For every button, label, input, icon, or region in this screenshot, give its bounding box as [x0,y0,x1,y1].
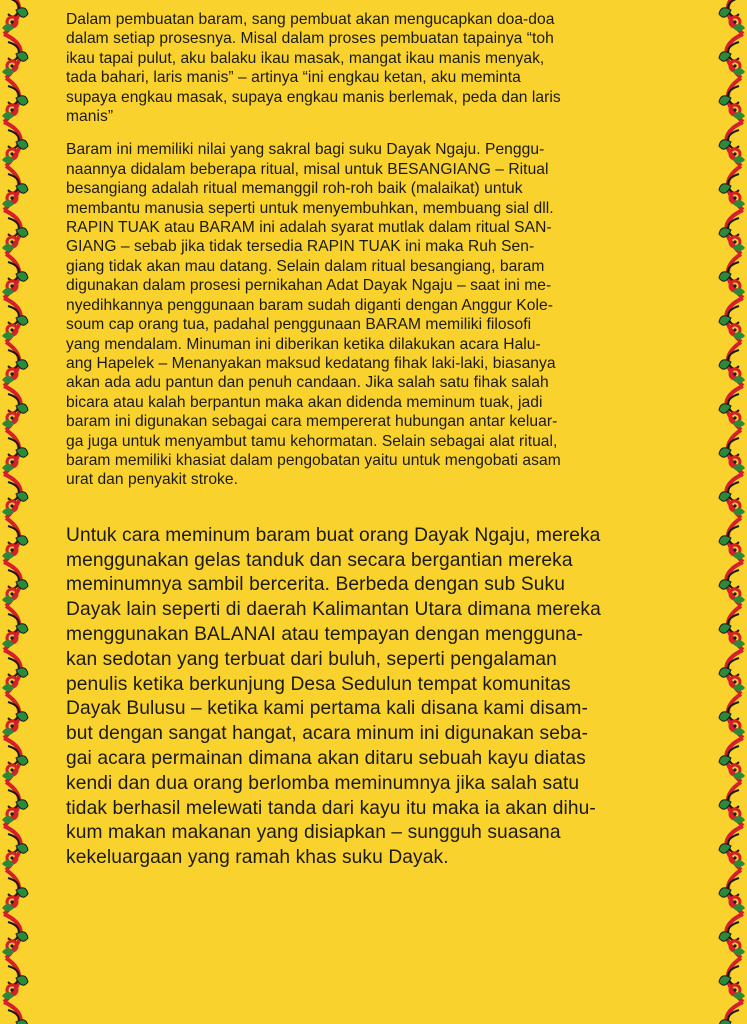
spiral-dot [10,108,13,111]
text-line: tada bahari, laris manis” – artinya “ini engkau ketan, aku meminta [66,69,521,87]
spiral-dot [733,284,736,287]
spiral-dot [733,20,736,23]
spiral-dot [10,592,13,595]
text-line: giang tidak akan mau datang. Selain dalam ritual besangiang, baram [66,257,545,275]
text-line: manis” [66,108,114,126]
dayak-ornament-left [0,0,30,1024]
spiral-dot [733,460,736,463]
spiral-dot [733,416,736,419]
spiral-dot [10,504,13,507]
spiral-dot [10,240,13,243]
text-line: naannya didalam beberapa ritual, misal untuk BESANGIANG – Ritual [66,160,549,178]
spiral-dot [733,548,736,551]
left-ornamental-border [0,0,30,1024]
dayak-ornament-right [717,0,747,1024]
spiral-dot [10,196,13,199]
text-line: meminumnya sambil bercerita. Berbeda dengan sub Suku [66,574,566,596]
spiral-dot [10,768,13,771]
spiral-dot [10,416,13,419]
spiral-dot [733,108,736,111]
text-line: Dayak Bulusu – ketika kami pertama kali disana kami disam- [66,698,588,720]
leaf-shape [16,1020,28,1024]
spiral-dot [733,240,736,243]
spiral-dot [733,812,736,815]
text-line: gai acara permainan dimana akan ditaru sebuah kayu diatas [66,747,586,769]
spiral-dot [733,680,736,683]
leaf-shape [719,1020,731,1024]
text-line: Baram ini memiliki nilai yang sakral bagi suku Dayak Ngaju. Penggu- [66,141,545,159]
right-ornamental-border [717,0,747,1024]
text-line: akan ada adu pantun dan penuh candaan. Jika salah satu fihak salah [66,374,549,392]
text-line: baram memiliki khasiat dalam pengobatan yaitu untuk mengobati asam [66,451,561,469]
text-line: kekeluargaan yang ramah khas suku Dayak. [66,847,449,869]
spiral-dot [733,856,736,859]
text-line: baram ini digunakan sebagai cara mempererat hubungan antar keluar- [66,413,558,431]
spiral-dot [733,328,736,331]
spiral-dot [10,680,13,683]
text-line: kendi dan dua orang berlomba meminumnya jika salah satu [66,772,580,794]
spiral-dot [10,152,13,155]
text-line: bicara atau kalah berpantun maka akan didenda meminum tuak, jadi [66,393,543,411]
spiral-dot [10,900,13,903]
paragraph-prayers [66,10,688,126]
text-line: yang mendalam. Minuman ini diberikan ketika dilakukan acara Halu- [66,335,541,353]
text-line: ga juga untuk menyambut tamu kehormatan. Selain sebagai alat ritual, [66,432,558,450]
spiral-dot [733,504,736,507]
spiral-dot [10,328,13,331]
spiral-dot [733,636,736,639]
text-line: dalam setiap prosesnya. Misal dalam proses pembuatan tapainya “toh [66,30,554,48]
ornament-group [719,0,745,1024]
spiral-dot [733,944,736,947]
spiral-dot [10,636,13,639]
text-line: urat dan penyakit stroke. [66,471,239,489]
text-line: GIANG – sebab jika tidak tersedia RAPIN TUAK ini maka Ruh Sen- [66,238,535,256]
paragraph-drinking-custom [66,524,688,871]
text-line: kan sedotan yang terbuat dari buluh, seperti pengalaman [66,648,557,670]
spiral-dot [733,372,736,375]
text-line: Untuk cara meminum baram buat orang Dayak Ngaju, mereka [66,524,601,546]
spiral-dot [10,460,13,463]
text-line: membantu manusia seperti untuk menyembuhkan, membuang sial dll. [66,199,554,217]
text-line: Dalam pembuatan baram, sang pembuat akan mengucapkan doa-doa [66,11,555,28]
text-line: RAPIN TUAK atau BARAM ini adalah syarat mutlak dalam ritual SAN- [66,219,552,237]
spiral-dot [10,548,13,551]
text-line: supaya engkau masak, supaya engkau manis berlemak, peda dan laris [66,88,561,106]
spiral-dot [733,64,736,67]
text-line: besangiang adalah ritual memanggil roh-roh baik (malaikat) untuk [66,180,523,198]
article-body [66,10,688,871]
text-line: kum makan makanan yang disiapkan – sungguh suasana [66,822,561,844]
spiral-dot [10,64,13,67]
spiral-dot [10,856,13,859]
spiral-dot [10,724,13,727]
spiral-dot [733,900,736,903]
text-line: penulis ketika berkunjung Desa Sedulun tempat komunitas [66,673,571,695]
spiral-dot [10,372,13,375]
spiral-dot [10,812,13,815]
text-line: nyedihkannya penggunaan baram sudah diganti dengan Anggur Kole- [66,296,553,314]
text-line: menggunakan gelas tanduk dan secara bergantian mereka [66,549,573,571]
spiral-dot [10,988,13,991]
spiral-dot [10,944,13,947]
spiral-dot [10,284,13,287]
paragraph-sacred-value [66,140,688,489]
text-line: tidak berhasil melewati tanda dari kayu itu maka ia akan dihu- [66,797,596,819]
text-line: digunakan dalam prosesi pernikahan Adat Dayak Ngaju – saat ini me- [66,277,552,295]
text-line: ikau tapai pulut, aku balaku ikau masak, mangat ikau manis menyak, [66,49,545,67]
spiral-dot [733,592,736,595]
ornament-group [2,0,28,1024]
text-line: ang Hapelek – Menanyakan maksud kedatang fihak laki-laki, biasanya [66,354,556,372]
text-line: Dayak lain seperti di daerah Kalimantan Utara dimana mereka [66,599,601,621]
spiral-dot [10,20,13,23]
spiral-dot [733,768,736,771]
spiral-dot [733,196,736,199]
text-line: soum cap orang tua, padahal penggunaan BARAM memiliki filosofi [66,316,532,334]
spiral-dot [733,152,736,155]
text-line: menggunakan BALANAI atau tempayan dengan mengguna- [66,623,584,645]
spiral-dot [733,988,736,991]
spiral-dot [733,724,736,727]
text-line: but dengan sangat hangat, acara minum ini digunakan seba- [66,723,588,745]
